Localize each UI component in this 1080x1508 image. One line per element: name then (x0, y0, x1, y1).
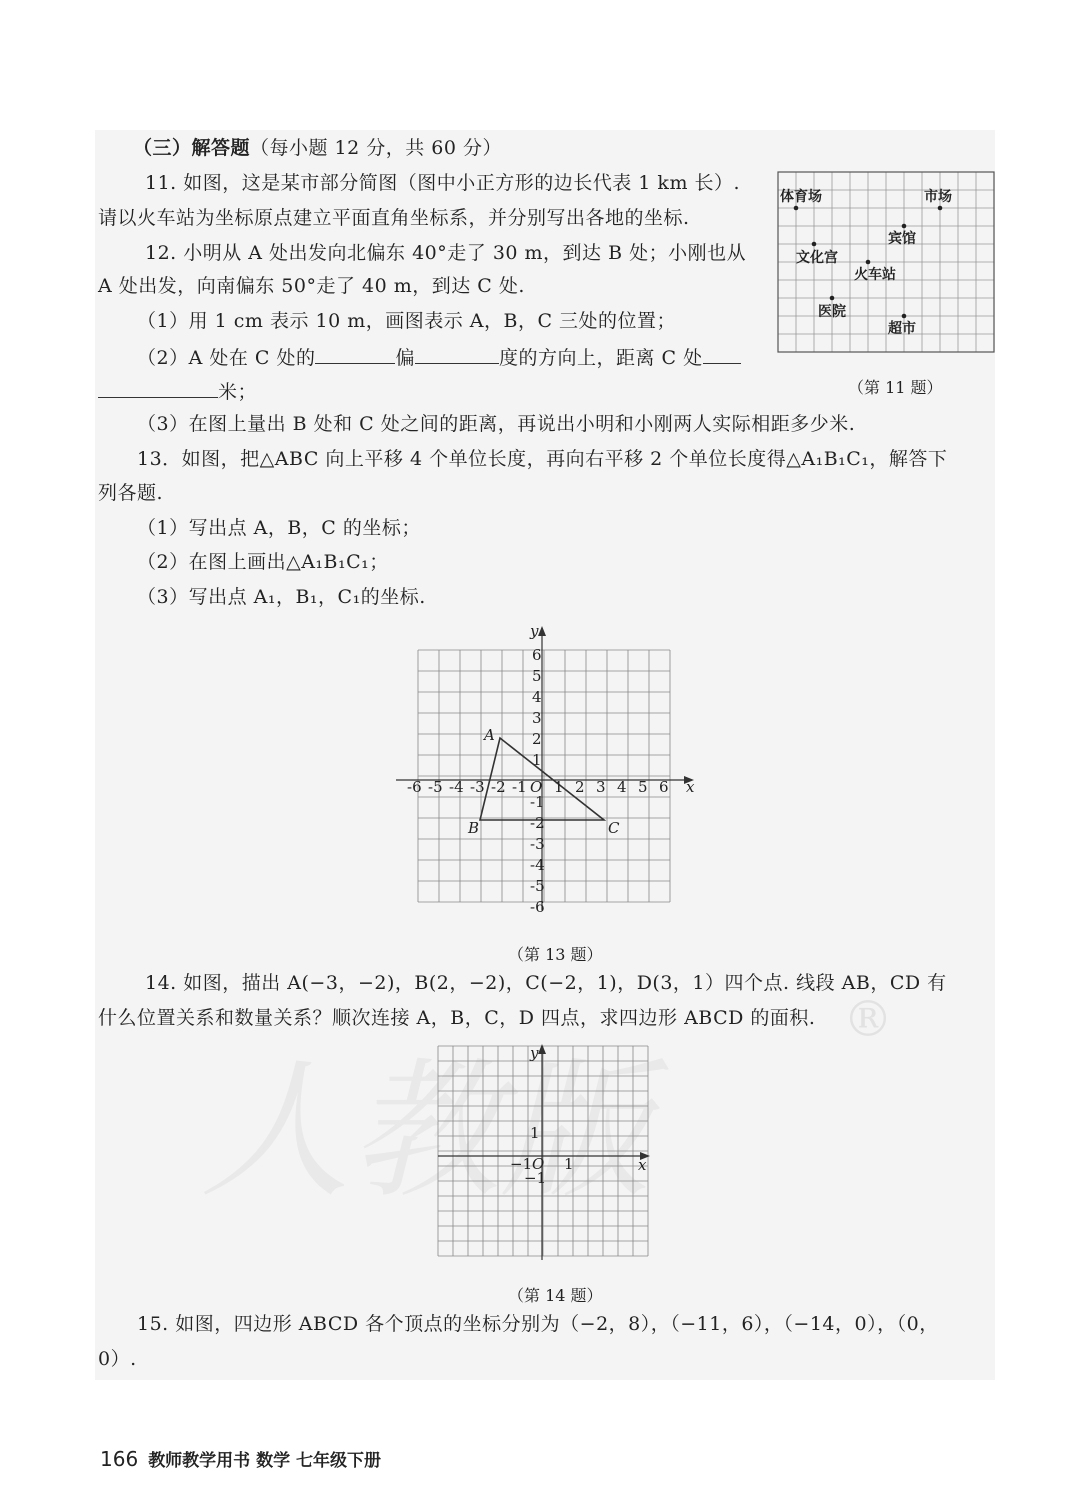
q11-line1: 11. 如图，这是某市部分简图（图中小正方形的边长代表 1 km 长）. (145, 172, 741, 194)
section-title: （三）解答题 (133, 137, 251, 159)
q13-y-tick: 1 (532, 751, 542, 769)
q13-y-tick: -4 (530, 856, 545, 874)
market-point (938, 206, 943, 211)
q14-y-arrow (538, 1044, 546, 1054)
hotel-label: 宾馆 (888, 231, 916, 247)
q13-y-tick: 6 (532, 646, 542, 664)
station-label: 火车站 (854, 267, 896, 283)
q12-line2: A 处出发，向南偏东 50°走了 40 m，到达 C 处. (98, 275, 525, 297)
q13-vertex-a: A (484, 726, 495, 744)
q13-y-tick: 3 (532, 709, 542, 727)
hospital-point (830, 296, 835, 301)
q13-y-tick: -2 (530, 814, 545, 832)
q13-x-tick: 2 (575, 778, 585, 796)
q15-line1: 15. 如图，四边形 ABCD 各个顶点的坐标分别为（−2，8），（−11，6），（−14，0），（0， (137, 1313, 939, 1335)
q13-x-tick: 1 (554, 778, 564, 796)
q13-y-arrow (538, 626, 546, 636)
q14-tick-y1: 1 (530, 1124, 540, 1142)
q13-y-tick: -1 (530, 793, 545, 811)
q13-y-label: y (530, 622, 539, 640)
page-number: 166 (100, 1447, 139, 1471)
watermark-registered-mark: ® (843, 990, 893, 1048)
q13-origin: O (530, 778, 543, 796)
page-footer (100, 1446, 381, 1471)
q13-y-tick: 4 (532, 688, 542, 706)
q11-caption: （第 11 题） (848, 378, 943, 397)
book-title: 教师教学用书 数学 七年级下册 (148, 1451, 382, 1471)
q13-x-tick: -1 (512, 778, 527, 796)
stadium-label: 体育场 (780, 189, 822, 205)
q12-blank-degree[interactable] (415, 343, 499, 364)
q13-x-tick: -5 (428, 778, 443, 796)
q13-part3: （3）写出点 A₁，B₁，C₁的坐标. (137, 586, 426, 608)
q12-part2-b: 偏 (395, 347, 415, 369)
q12-line1: 12. 小明从 A 处出发向北偏东 40°走了 30 m，到达 B 处；小刚也从 (145, 242, 747, 264)
culture-point (812, 242, 817, 247)
hotel-point (902, 224, 907, 229)
section-note: （每小题 12 分，共 60 分） (250, 137, 503, 159)
q13-caption: （第 13 题） (508, 945, 603, 964)
q13-line2: 列各题. (98, 482, 164, 504)
q11-map (778, 172, 994, 352)
q13-y-tick: -5 (530, 877, 545, 895)
supermarket-label: 超市 (888, 321, 916, 337)
culture-label: 文化宫 (796, 250, 838, 266)
q13-y-tick: 5 (532, 667, 542, 685)
q14-origin: O (532, 1155, 545, 1173)
q13-line1: 13．如图，把△ABC 向上平移 4 个单位长度，再向右平移 2 个单位长度得△A₁B₁C₁，解答下 (137, 448, 948, 470)
q12-blank-distance-end[interactable] (98, 377, 218, 398)
q12-part2-line (137, 343, 741, 371)
q13-vertex-c: C (608, 819, 620, 837)
q14-tick-xm1: −1 (510, 1155, 533, 1173)
q13-y-tick: -6 (530, 898, 545, 916)
q11-line2: 请以火车站为坐标原点建立平面直角坐标系，并分别写出各地的坐标. (98, 207, 690, 229)
q13-x-tick: -4 (449, 778, 464, 796)
q13-x-tick: -2 (491, 778, 506, 796)
q13-x-tick: 4 (617, 778, 627, 796)
supermarket-point (902, 314, 907, 319)
station-point (866, 260, 871, 265)
q13-x-tick: 6 (659, 778, 669, 796)
q13-x-tick: -6 (407, 778, 422, 796)
q15-line2: 0）. (98, 1348, 137, 1370)
q13-x-tick: 5 (638, 778, 648, 796)
q12-blank-direction[interactable] (315, 343, 395, 364)
q12-blank-distance-start[interactable] (703, 343, 741, 364)
q13-grid (392, 620, 702, 920)
q14-caption: （第 14 题） (508, 1286, 603, 1305)
market-label: 市场 (924, 189, 952, 205)
q12-part2-line2 (98, 377, 257, 405)
q12-part2-a: （2）A 处在 C 处的 (137, 347, 316, 369)
stadium-point (794, 206, 799, 211)
q12-part2-d: 米； (218, 381, 258, 403)
q13-part2: （2）在图上画出△A₁B₁C₁； (137, 551, 389, 573)
q12-part1: （1）用 1 cm 表示 10 m，画图表示 A，B，C 三处的位置； (137, 310, 677, 332)
q13-x-tick: 3 (596, 778, 606, 796)
q14-grid (438, 1042, 658, 1262)
q14-tick-ym1: −1 (524, 1169, 547, 1187)
q12-part2-c: 度的方向上，距离 C 处 (498, 347, 703, 369)
q14-line2: 什么位置关系和数量关系？顺次连接 A，B，C，D 四点，求四边形 ABCD 的面积. (98, 1007, 816, 1029)
q14-line1: 14. 如图，描出 A(−3，−2)，B(2，−2)，C(−2，1)，D(3，1）四个点. 线段 AB，CD 有 (145, 972, 947, 994)
q12-part3: （3）在图上量出 B 处和 C 处之间的距离，再说出小明和小刚两人实际相距多少米. (137, 413, 856, 435)
q13-part1: （1）写出点 A，B，C 的坐标； (137, 517, 421, 539)
q13-y-tick: 2 (532, 730, 542, 748)
q13-y-tick: -3 (530, 835, 545, 853)
q13-vertex-b: B (468, 819, 480, 837)
q14-y-label: y (530, 1044, 539, 1062)
q13-x-tick: -3 (470, 778, 485, 796)
q14-x-label: x (638, 1156, 647, 1174)
q14-tick-x1: 1 (564, 1155, 574, 1173)
section-header (133, 135, 502, 161)
q13-x-label: x (686, 778, 695, 796)
hospital-label: 医院 (818, 304, 846, 320)
